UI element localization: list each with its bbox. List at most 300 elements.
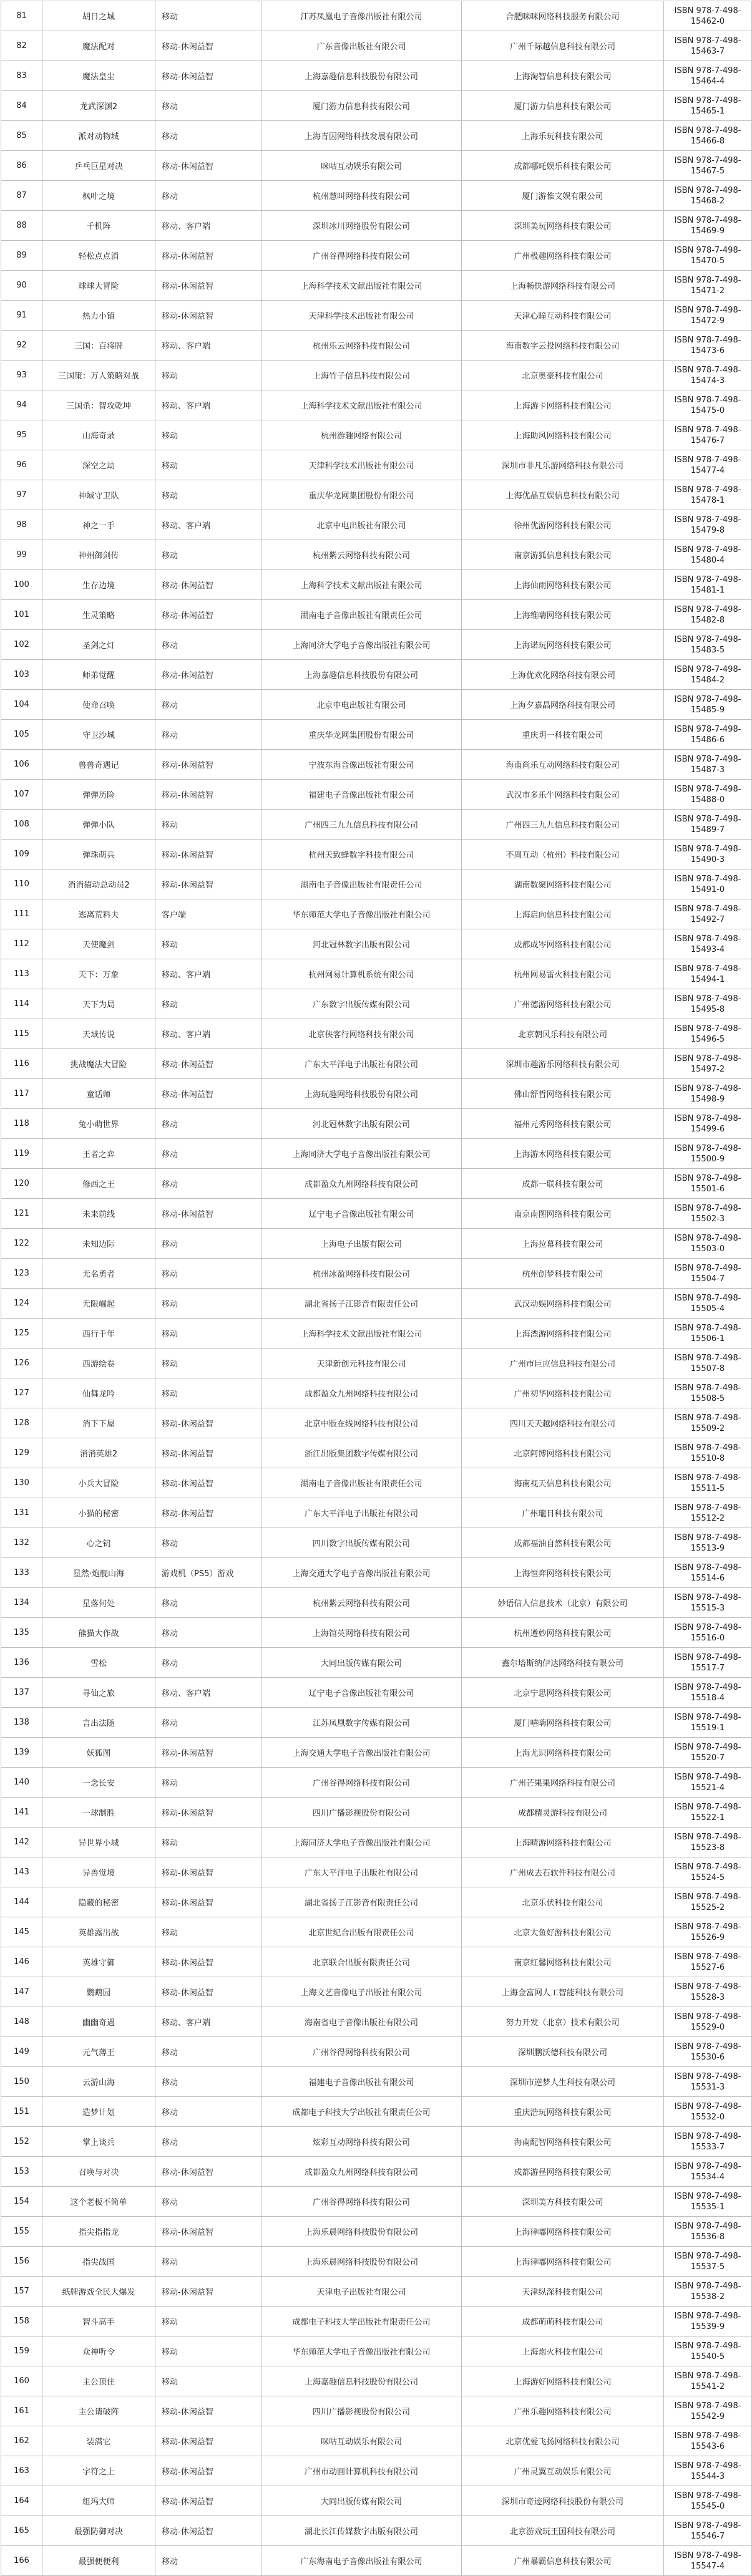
isbn-cell: ISBN 978-7-498-15523-8 xyxy=(664,1828,752,1857)
isbn-cell: ISBN 978-7-498-15490-3 xyxy=(664,840,752,869)
game-name-cell: 龙武深渊2 xyxy=(42,91,155,121)
game-name-cell: 逃离荒料夫 xyxy=(42,899,155,929)
game-name-cell: 未来前线 xyxy=(42,1199,155,1229)
operator-cell: 妙语信人信息技术（北京）有限公司 xyxy=(462,1588,664,1618)
isbn-cell: ISBN 978-7-498-15491-0 xyxy=(664,869,752,899)
game-type-cell: 移动 xyxy=(155,1229,261,1259)
publisher-cell: 湖南电子音像出版社有限责任公司 xyxy=(261,869,462,899)
table-row xyxy=(1,1618,752,1648)
publisher-cell: 上海嘉趣信息科技股份有限公司 xyxy=(261,61,462,91)
operator-cell: 上海金富网人工智能科技有限公司 xyxy=(462,1977,664,2007)
game-type-cell: 移动 xyxy=(155,480,261,510)
isbn-cell: ISBN 978-7-498-15545-0 xyxy=(664,2486,752,2516)
operator-cell: 广州初华网络科技有限公司 xyxy=(462,1378,664,1408)
table-row xyxy=(1,750,752,780)
isbn-cell: ISBN 978-7-498-15536-8 xyxy=(664,2217,752,2247)
isbn-cell: ISBN 978-7-498-15519-1 xyxy=(664,1708,752,1738)
game-type-cell: 移动 xyxy=(155,1768,261,1798)
game-name-cell: 千机阵 xyxy=(42,211,155,241)
operator-cell: 广州瓏目科技有限公司 xyxy=(462,1498,664,1528)
row-number-cell: 99 xyxy=(1,540,42,570)
operator-cell: 广州成去石软件科技有限公司 xyxy=(462,1857,664,1887)
isbn-cell: ISBN 978-7-498-15469-9 xyxy=(664,211,752,241)
publisher-cell: 辽宁电子音像出版社有限公司 xyxy=(261,1678,462,1708)
operator-cell: 北京宁思网络科技有限公司 xyxy=(462,1678,664,1708)
operator-cell: 上海漂游网络科技有限公司 xyxy=(462,1319,664,1349)
game-name-cell: 枫叶之境 xyxy=(42,181,155,211)
game-type-cell: 移动、客户端 xyxy=(155,959,261,989)
row-number-cell: 140 xyxy=(1,1768,42,1798)
operator-cell: 北京阿博网络科技有限公司 xyxy=(462,1438,664,1468)
table-row xyxy=(1,1199,752,1229)
operator-cell: 努力开发（北京）技术有限公司 xyxy=(462,2007,664,2037)
table-row xyxy=(1,1109,752,1139)
publisher-cell: 北京中电出版社有限公司 xyxy=(261,510,462,540)
table-row xyxy=(1,1229,752,1259)
game-name-cell: 无名勇者 xyxy=(42,1259,155,1289)
game-type-cell: 移动-休闲益智 xyxy=(155,1947,261,1977)
isbn-cell: ISBN 978-7-498-15528-3 xyxy=(664,1977,752,2007)
game-type-cell: 移动 xyxy=(155,2307,261,2336)
isbn-cell: ISBN 978-7-498-15505-4 xyxy=(664,1289,752,1319)
row-number-cell: 91 xyxy=(1,301,42,331)
game-type-cell: 移动-休闲益智 xyxy=(155,600,261,630)
publisher-cell: 广州谷得网络科技有限公司 xyxy=(261,1768,462,1798)
game-type-cell: 移动-休闲益智 xyxy=(155,1798,261,1828)
game-name-cell: 深空之劫 xyxy=(42,450,155,480)
game-name-cell: 一球制胜 xyxy=(42,1798,155,1828)
operator-cell: 佛山舒哲网络科技有限公司 xyxy=(462,1079,664,1109)
operator-cell: 上海拉幕科技有限公司 xyxy=(462,1229,664,1259)
game-type-cell: 移动-休闲益智 xyxy=(155,570,261,600)
publisher-cell: 福建电子音像出版社有限公司 xyxy=(261,780,462,810)
game-name-cell: 小猫的秘密 xyxy=(42,1498,155,1528)
publisher-cell: 北京中电出版社有限公司 xyxy=(261,690,462,720)
table-row xyxy=(1,929,752,959)
table-row xyxy=(1,1738,752,1768)
operator-cell: 徐州优游网络科技有限公司 xyxy=(462,510,664,540)
operator-cell: 成都游昼网络科技有限公司 xyxy=(462,2157,664,2187)
isbn-cell: ISBN 978-7-498-15529-0 xyxy=(664,2007,752,2037)
game-type-cell: 移动-休闲益智 xyxy=(155,2426,261,2456)
isbn-cell: ISBN 978-7-498-15471-2 xyxy=(664,271,752,301)
operator-cell: 海南视天信息科技有限公司 xyxy=(462,1468,664,1498)
game-name-cell: 造梦计划 xyxy=(42,2097,155,2127)
table-row xyxy=(1,31,752,61)
game-name-cell: 生灵策略 xyxy=(42,600,155,630)
table-row xyxy=(1,1139,752,1169)
row-number-cell: 164 xyxy=(1,2486,42,2516)
isbn-cell: ISBN 978-7-498-15522-1 xyxy=(664,1798,752,1828)
game-type-cell: 移动 xyxy=(155,361,261,390)
isbn-cell: ISBN 978-7-498-15520-7 xyxy=(664,1738,752,1768)
publisher-cell: 湖北省扬子江影音有限责任公司 xyxy=(261,1887,462,1917)
isbn-cell: ISBN 978-7-498-15514-6 xyxy=(664,1558,752,1588)
row-number-cell: 149 xyxy=(1,2037,42,2067)
game-name-cell: 乒乓巨星对决 xyxy=(42,151,155,181)
operator-cell: 北京游戏玩王国科技有限公司 xyxy=(462,2516,664,2546)
game-name-cell: 消消猫动总动员2 xyxy=(42,869,155,899)
table-row xyxy=(1,1588,752,1618)
table-row xyxy=(1,1828,752,1857)
row-number-cell: 165 xyxy=(1,2516,42,2546)
game-name-cell: 兔小萌世界 xyxy=(42,1109,155,1139)
operator-cell: 上海维嗨网络科技有限公司 xyxy=(462,600,664,630)
game-type-cell: 移动、客户端 xyxy=(155,510,261,540)
game-name-cell: 妖狐图 xyxy=(42,1738,155,1768)
row-number-cell: 130 xyxy=(1,1468,42,1498)
row-number-cell: 129 xyxy=(1,1438,42,1468)
isbn-cell: ISBN 978-7-498-15515-3 xyxy=(664,1588,752,1618)
game-type-cell: 移动-休闲益智 xyxy=(155,2456,261,2486)
game-type-cell: 移动 xyxy=(155,989,261,1019)
game-type-cell: 移动-休闲益智 xyxy=(155,840,261,869)
isbn-cell: ISBN 978-7-498-15537-5 xyxy=(664,2247,752,2277)
publisher-cell: 大同出版传媒有限公司 xyxy=(261,2486,462,2516)
row-number-cell: 95 xyxy=(1,420,42,450)
row-number-cell: 155 xyxy=(1,2217,42,2247)
row-number-cell: 166 xyxy=(1,2546,42,2576)
isbn-cell: ISBN 978-7-498-15478-1 xyxy=(664,480,752,510)
publisher-cell: 北京联合出版有限责任公司 xyxy=(261,1947,462,1977)
game-name-cell: 派对动物城 xyxy=(42,121,155,151)
row-number-cell: 113 xyxy=(1,959,42,989)
publisher-cell: 天津科学技术出版社有限公司 xyxy=(261,450,462,480)
isbn-cell: ISBN 978-7-498-15501-6 xyxy=(664,1169,752,1199)
operator-cell: 厦门游惟文娱有限公司 xyxy=(462,181,664,211)
row-number-cell: 163 xyxy=(1,2456,42,2486)
operator-cell: 上海优欢化网络科技有限公司 xyxy=(462,660,664,690)
game-type-cell: 移动-休闲益智 xyxy=(155,1408,261,1438)
isbn-cell: ISBN 978-7-498-15481-1 xyxy=(664,570,752,600)
publisher-cell: 四川广播影视股份有限公司 xyxy=(261,2396,462,2426)
game-name-cell: 英雄露出战 xyxy=(42,1917,155,1947)
operator-cell: 广州四三九九信息科技有限公司 xyxy=(462,810,664,840)
game-name-cell: 异世界小城 xyxy=(42,1828,155,1857)
publisher-cell: 福建电子音像出版社有限公司 xyxy=(261,2067,462,2097)
row-number-cell: 142 xyxy=(1,1828,42,1857)
operator-cell: 上海仙雨网络科技有限公司 xyxy=(462,570,664,600)
isbn-cell: ISBN 978-7-498-15517-7 xyxy=(664,1648,752,1678)
game-name-cell: 天下：万象 xyxy=(42,959,155,989)
row-number-cell: 87 xyxy=(1,181,42,211)
operator-cell: 广州乐趣网络科技有限公司 xyxy=(462,2396,664,2426)
row-number-cell: 127 xyxy=(1,1378,42,1408)
game-type-cell: 移动、客户端 xyxy=(155,211,261,241)
game-name-cell: 心之钥 xyxy=(42,1528,155,1558)
game-name-cell: 指尖战国 xyxy=(42,2247,155,2277)
game-name-cell: 主公顶住 xyxy=(42,2366,155,2396)
row-number-cell: 102 xyxy=(1,630,42,660)
operator-cell: 深圳美方科技有限公司 xyxy=(462,2187,664,2217)
publisher-cell: 湖北长江传媒数字出版有限公司 xyxy=(261,2516,462,2546)
table-row xyxy=(1,1378,752,1408)
row-number-cell: 121 xyxy=(1,1199,42,1229)
publisher-cell: 天津科学技术出版社有限公司 xyxy=(261,301,462,331)
operator-cell: 重庆浩玩网络科技有限公司 xyxy=(462,2097,664,2127)
row-number-cell: 83 xyxy=(1,61,42,91)
operator-cell: 深圳鹏沃德科技有限公司 xyxy=(462,2037,664,2067)
table-row xyxy=(1,1977,752,2007)
game-type-cell: 移动 xyxy=(155,450,261,480)
row-number-cell: 122 xyxy=(1,1229,42,1259)
game-name-cell: 山海奇录 xyxy=(42,420,155,450)
operator-cell: 天津心瞳互动科技有限公司 xyxy=(462,301,664,331)
isbn-cell: ISBN 978-7-498-15546-7 xyxy=(664,2516,752,2546)
isbn-cell: ISBN 978-7-498-15485-9 xyxy=(664,690,752,720)
game-type-cell: 移动 xyxy=(155,2546,261,2576)
table-row xyxy=(1,660,752,690)
table-row xyxy=(1,450,752,480)
row-number-cell: 157 xyxy=(1,2277,42,2307)
operator-cell: 鑫尔塔斯纳伊达网络科技有限公司 xyxy=(462,1648,664,1678)
game-name-cell: 隐藏的秘密 xyxy=(42,1887,155,1917)
game-type-cell: 移动-休闲益智 xyxy=(155,1498,261,1528)
game-type-cell: 移动-休闲益智 xyxy=(155,1738,261,1768)
table-row xyxy=(1,2097,752,2127)
isbn-cell: ISBN 978-7-498-15531-3 xyxy=(664,2067,752,2097)
row-number-cell: 159 xyxy=(1,2336,42,2366)
isbn-cell: ISBN 978-7-498-15533-7 xyxy=(664,2127,752,2157)
game-name-cell: 三国策：万人策略对战 xyxy=(42,361,155,390)
game-type-cell: 移动、客户端 xyxy=(155,1019,261,1049)
game-approval-table xyxy=(1,1,752,2576)
isbn-cell: ISBN 978-7-498-15500-9 xyxy=(664,1139,752,1169)
isbn-cell: ISBN 978-7-498-15511-5 xyxy=(664,1468,752,1498)
isbn-cell: ISBN 978-7-498-15475-0 xyxy=(664,390,752,420)
publisher-cell: 上海同济大学电子音像出版社有限公司 xyxy=(261,630,462,660)
game-name-cell: 指尖指指龙 xyxy=(42,2217,155,2247)
operator-cell: 成都一联科技有限公司 xyxy=(462,1169,664,1199)
game-type-cell: 移动-休闲益智 xyxy=(155,1887,261,1917)
table-row xyxy=(1,1768,752,1798)
row-number-cell: 93 xyxy=(1,361,42,390)
row-number-cell: 154 xyxy=(1,2187,42,2217)
table-row xyxy=(1,989,752,1019)
isbn-cell: ISBN 978-7-498-15540-5 xyxy=(664,2336,752,2366)
game-type-cell: 移动 xyxy=(155,1,261,31)
operator-cell: 南京游狐信息科技有限公司 xyxy=(462,540,664,570)
game-name-cell: 西游绘卷 xyxy=(42,1349,155,1378)
game-type-cell: 移动 xyxy=(155,2336,261,2366)
game-type-cell: 移动-休闲益智 xyxy=(155,271,261,301)
game-name-cell: 寻仙之旅 xyxy=(42,1678,155,1708)
publisher-cell: 上海玩趣网络科技股份有限公司 xyxy=(261,1079,462,1109)
row-number-cell: 84 xyxy=(1,91,42,121)
publisher-cell: 成都电子科技大学出版社有限责任公司 xyxy=(261,2097,462,2127)
row-number-cell: 125 xyxy=(1,1319,42,1349)
table-row xyxy=(1,2157,752,2187)
game-name-cell: 众神听令 xyxy=(42,2336,155,2366)
game-name-cell: 星然·炮舰山海 xyxy=(42,1558,155,1588)
isbn-cell: ISBN 978-7-498-15495-8 xyxy=(664,989,752,1019)
isbn-cell: ISBN 978-7-498-15483-5 xyxy=(664,630,752,660)
operator-cell: 上海晴游网络科技有限公司 xyxy=(462,1828,664,1857)
publisher-cell: 广东海南电子音像出版社有限公司 xyxy=(261,2546,462,2576)
row-number-cell: 126 xyxy=(1,1349,42,1378)
operator-cell: 杭州创梦科技有限公司 xyxy=(462,1259,664,1289)
isbn-cell: ISBN 978-7-498-15484-2 xyxy=(664,660,752,690)
row-number-cell: 116 xyxy=(1,1049,42,1079)
game-name-cell: 兽兽奇遇记 xyxy=(42,750,155,780)
row-number-cell: 153 xyxy=(1,2157,42,2187)
operator-cell: 广州市巨应信息科技有限公司 xyxy=(462,1349,664,1378)
game-type-cell: 移动 xyxy=(155,181,261,211)
table-row xyxy=(1,480,752,510)
row-number-cell: 141 xyxy=(1,1798,42,1828)
table-row xyxy=(1,1349,752,1378)
game-type-cell: 移动 xyxy=(155,2097,261,2127)
isbn-cell: ISBN 978-7-498-15547-4 xyxy=(664,2546,752,2576)
operator-cell: 成都精灵游科技有限公司 xyxy=(462,1798,664,1828)
isbn-cell: ISBN 978-7-498-15489-7 xyxy=(664,810,752,840)
isbn-cell: ISBN 978-7-498-15472-9 xyxy=(664,301,752,331)
table-row xyxy=(1,1408,752,1438)
row-number-cell: 104 xyxy=(1,690,42,720)
game-name-cell: 天下为局 xyxy=(42,989,155,1019)
isbn-cell: ISBN 978-7-498-15497-2 xyxy=(664,1049,752,1079)
game-type-cell: 移动-休闲益智 xyxy=(155,301,261,331)
row-number-cell: 137 xyxy=(1,1678,42,1708)
row-number-cell: 114 xyxy=(1,989,42,1019)
publisher-cell: 广东数字出版传媒有限公司 xyxy=(261,989,462,1019)
publisher-cell: 杭州紫云网络科技有限公司 xyxy=(261,540,462,570)
table-row xyxy=(1,2456,752,2486)
operator-cell: 上海游卡网络科技有限公司 xyxy=(462,390,664,420)
isbn-cell: ISBN 978-7-498-15544-3 xyxy=(664,2456,752,2486)
operator-cell: 北京大鱼好游科技有限公司 xyxy=(462,1917,664,1947)
row-number-cell: 132 xyxy=(1,1528,42,1558)
game-type-cell: 移动-休闲益智 xyxy=(155,151,261,181)
publisher-cell: 上海科学技术文献出版社有限公司 xyxy=(261,271,462,301)
game-name-cell: 热力小镇 xyxy=(42,301,155,331)
publisher-cell: 上海科学技术文献出版社有限公司 xyxy=(261,1319,462,1349)
game-name-cell: 鹦鹉园 xyxy=(42,1977,155,2007)
row-number-cell: 123 xyxy=(1,1259,42,1289)
publisher-cell: 上海嘉趣信息科技股份有限公司 xyxy=(261,660,462,690)
game-name-cell: 圣剑之灯 xyxy=(42,630,155,660)
operator-cell: 上海畅快游网络科技有限公司 xyxy=(462,271,664,301)
game-name-cell: 神之一手 xyxy=(42,510,155,540)
publisher-cell: 广东大平洋电子出版社有限公司 xyxy=(261,1049,462,1079)
game-type-cell: 移动 xyxy=(155,540,261,570)
table-row xyxy=(1,869,752,899)
publisher-cell: 上海同济大学电子音像出版社有限公司 xyxy=(261,1139,462,1169)
isbn-cell: ISBN 978-7-498-15503-0 xyxy=(664,1229,752,1259)
game-type-cell: 移动 xyxy=(155,1828,261,1857)
game-name-cell: 装满它 xyxy=(42,2426,155,2456)
isbn-cell: ISBN 978-7-498-15470-5 xyxy=(664,241,752,271)
game-name-cell: 召唤与对决 xyxy=(42,2157,155,2187)
row-number-cell: 85 xyxy=(1,121,42,151)
game-name-cell: 英雄守御 xyxy=(42,1947,155,1977)
isbn-cell: ISBN 978-7-498-15513-9 xyxy=(664,1528,752,1558)
isbn-cell: ISBN 978-7-498-15543-6 xyxy=(664,2426,752,2456)
publisher-cell: 广东大平洋电子出版社有限公司 xyxy=(261,1498,462,1528)
game-type-cell: 移动-休闲益智 xyxy=(155,1438,261,1468)
operator-cell: 厦门嘻嗨网络科技有限公司 xyxy=(462,1708,664,1738)
row-number-cell: 88 xyxy=(1,211,42,241)
operator-cell: 上海律嘟网络科技有限公司 xyxy=(462,2247,664,2277)
isbn-cell: ISBN 978-7-498-15496-5 xyxy=(664,1019,752,1049)
operator-cell: 北京乐伏科技有限公司 xyxy=(462,1887,664,1917)
row-number-cell: 115 xyxy=(1,1019,42,1049)
publisher-cell: 宁波东海音像出版社有限公司 xyxy=(261,750,462,780)
table-row xyxy=(1,570,752,600)
table-row xyxy=(1,1528,752,1558)
isbn-cell: ISBN 978-7-498-15468-2 xyxy=(664,181,752,211)
game-type-cell: 移动-休闲益智 xyxy=(155,750,261,780)
operator-cell: 杭州遵妙网络科技有限公司 xyxy=(462,1618,664,1648)
publisher-cell: 广州谷得网络科技有限公司 xyxy=(261,241,462,271)
row-number-cell: 89 xyxy=(1,241,42,271)
row-number-cell: 82 xyxy=(1,31,42,61)
operator-cell: 上海夕嘉晶网络科技有限公司 xyxy=(462,690,664,720)
operator-cell: 上海律嘟网络科技有限公司 xyxy=(462,2217,664,2247)
operator-cell: 深圳市非凡乐游网络科技有限公司 xyxy=(462,450,664,480)
operator-cell: 成都萌萌科技有限公司 xyxy=(462,2307,664,2336)
row-number-cell: 120 xyxy=(1,1169,42,1199)
row-number-cell: 131 xyxy=(1,1498,42,1528)
operator-cell: 广州千际越信息科技有限公司 xyxy=(462,31,664,61)
table-row xyxy=(1,211,752,241)
isbn-cell: ISBN 978-7-498-15532-0 xyxy=(664,2097,752,2127)
isbn-cell: ISBN 978-7-498-15508-5 xyxy=(664,1378,752,1408)
isbn-cell: ISBN 978-7-498-15525-2 xyxy=(664,1887,752,1917)
operator-cell: 上海炮火科技有限公司 xyxy=(462,2336,664,2366)
isbn-cell: ISBN 978-7-498-15542-9 xyxy=(664,2396,752,2426)
operator-cell: 湖南数聚网络科技有限公司 xyxy=(462,869,664,899)
game-type-cell: 移动-休闲益智 xyxy=(155,1857,261,1887)
publisher-cell: 成都电子科技大学出版社有限责任公司 xyxy=(261,2307,462,2336)
operator-cell: 南京南图网络科技有限公司 xyxy=(462,1199,664,1229)
publisher-cell: 广州谷得网络科技有限公司 xyxy=(261,2187,462,2217)
game-type-cell: 移动 xyxy=(155,1139,261,1169)
table-row xyxy=(1,1678,752,1708)
game-name-cell: 组玛大师 xyxy=(42,2486,155,2516)
operator-cell: 天津纵深科技有限公司 xyxy=(462,2277,664,2307)
isbn-cell: ISBN 978-7-498-15479-8 xyxy=(664,510,752,540)
row-number-cell: 160 xyxy=(1,2366,42,2396)
row-number-cell: 117 xyxy=(1,1079,42,1109)
publisher-cell: 广东音像出版社有限公司 xyxy=(261,31,462,61)
table-row xyxy=(1,1019,752,1049)
game-type-cell: 移动 xyxy=(155,1319,261,1349)
game-type-cell: 移动、客户端 xyxy=(155,390,261,420)
row-number-cell: 106 xyxy=(1,750,42,780)
row-number-cell: 133 xyxy=(1,1558,42,1588)
table-row xyxy=(1,690,752,720)
game-name-cell: 弹弹历险 xyxy=(42,780,155,810)
publisher-cell: 四川数字出版传媒有限公司 xyxy=(261,1528,462,1558)
publisher-cell: 广州市动画计算机科技有限公司 xyxy=(261,2456,462,2486)
game-type-cell: 移动 xyxy=(155,630,261,660)
publisher-cell: 重庆华龙网集团股份有限公司 xyxy=(261,720,462,750)
isbn-cell: ISBN 978-7-498-15463-7 xyxy=(664,31,752,61)
row-number-cell: 138 xyxy=(1,1708,42,1738)
game-name-cell: 师弟觉醒 xyxy=(42,660,155,690)
game-name-cell: 云游山海 xyxy=(42,2067,155,2097)
publisher-cell: 湖南电子音像出版社有限责任公司 xyxy=(261,600,462,630)
game-type-cell: 客户端 xyxy=(155,899,261,929)
game-name-cell: 神州御剑传 xyxy=(42,540,155,570)
row-number-cell: 118 xyxy=(1,1109,42,1139)
game-type-cell: 移动 xyxy=(155,91,261,121)
table-row xyxy=(1,840,752,869)
isbn-cell: ISBN 978-7-498-15507-8 xyxy=(664,1349,752,1378)
table-row xyxy=(1,361,752,390)
game-type-cell: 移动 xyxy=(155,1169,261,1199)
